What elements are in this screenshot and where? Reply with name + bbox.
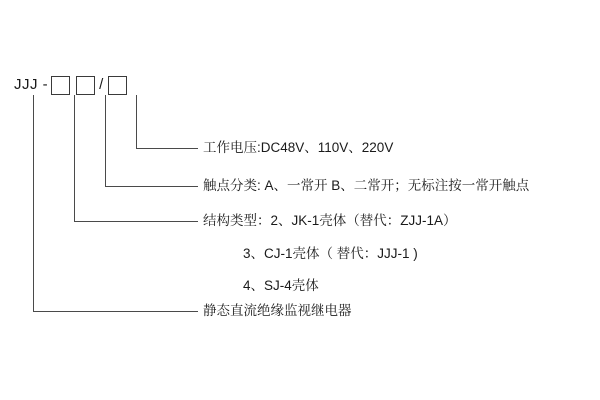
leader-line-product-vertical <box>33 95 34 311</box>
annotation-structure-type-line3: 4、SJ-4壳体 <box>243 278 319 293</box>
annotation-voltage: 工作电压:DC48V、110V、220V <box>203 140 394 155</box>
model-code-row <box>14 72 130 98</box>
code-box-voltage <box>108 76 127 95</box>
code-box-contact <box>76 76 95 95</box>
leader-line-contact-vertical <box>105 95 106 186</box>
annotation-contact-type: 触点分类: A、一常开 B、二常开；无标注按一常开触点 <box>203 178 530 193</box>
leader-line-voltage-vertical <box>136 95 137 148</box>
annotation-product-name: 静态直流绝缘监视继电器 <box>203 303 352 318</box>
code-slash: / <box>99 76 104 93</box>
leader-line-voltage-horizontal <box>136 148 198 149</box>
annotation-structure-type: 结构类型：2、JK-1壳体（替代：ZJJ-1A） <box>203 213 457 228</box>
code-box-structure <box>51 76 70 95</box>
leader-line-contact-horizontal <box>105 186 198 187</box>
leader-line-product-horizontal <box>33 311 198 312</box>
model-code-prefix: JJJ - <box>14 76 49 93</box>
annotation-structure-type-line2: 3、CJ-1壳体（ 替代：JJJ-1 ) <box>243 246 418 261</box>
leader-line-structure-horizontal <box>74 221 198 222</box>
leader-line-structure-vertical <box>74 95 75 221</box>
